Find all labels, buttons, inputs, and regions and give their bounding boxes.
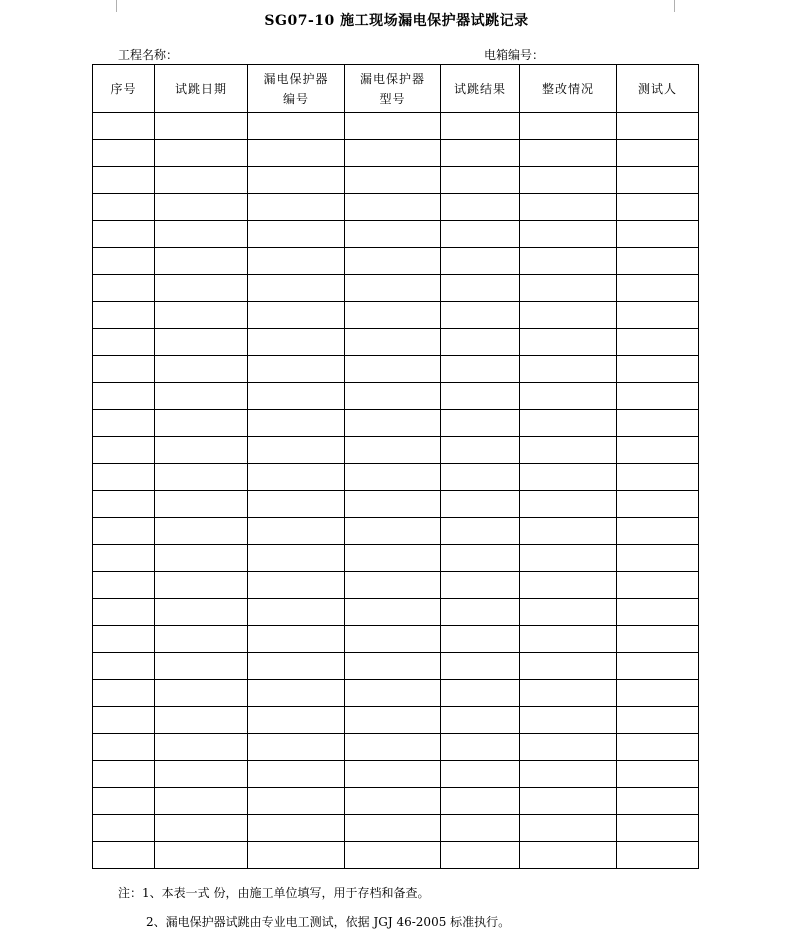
table-cell[interactable] xyxy=(248,221,345,248)
table-cell[interactable] xyxy=(93,788,155,815)
table-cell[interactable] xyxy=(155,140,248,167)
table-cell[interactable] xyxy=(345,356,441,383)
table-cell[interactable] xyxy=(617,788,699,815)
table-cell[interactable] xyxy=(520,248,617,275)
table-row xyxy=(93,572,699,599)
table-cell[interactable] xyxy=(248,707,345,734)
table-row xyxy=(93,410,699,437)
table-cell[interactable] xyxy=(617,707,699,734)
table-cell[interactable] xyxy=(441,383,520,410)
table-cell[interactable] xyxy=(93,572,155,599)
table-cell[interactable] xyxy=(155,842,248,869)
table-row xyxy=(93,275,699,302)
table-cell[interactable] xyxy=(617,545,699,572)
table-cell[interactable] xyxy=(345,734,441,761)
table-cell[interactable] xyxy=(520,815,617,842)
table-cell[interactable] xyxy=(617,518,699,545)
table-cell[interactable] xyxy=(441,221,520,248)
table-cell[interactable] xyxy=(345,302,441,329)
document-title: SG07-10 施工现场漏电保护器试跳记录 xyxy=(264,13,529,29)
table-cell[interactable] xyxy=(345,572,441,599)
table-cell[interactable] xyxy=(617,734,699,761)
table-row xyxy=(93,626,699,653)
footnote-2: 2、漏电保护器试跳由专业电工测试，依据 JGJ 46-2005 标准执行。 xyxy=(146,915,511,929)
table-cell[interactable] xyxy=(248,572,345,599)
table-cell[interactable] xyxy=(345,788,441,815)
table-cell[interactable] xyxy=(345,437,441,464)
table-cell[interactable] xyxy=(345,545,441,572)
table-cell[interactable] xyxy=(155,653,248,680)
table-cell[interactable] xyxy=(248,788,345,815)
table-row xyxy=(93,680,699,707)
table-row xyxy=(93,113,699,140)
table-cell[interactable] xyxy=(345,491,441,518)
table-cell[interactable] xyxy=(617,572,699,599)
table-cell[interactable] xyxy=(441,626,520,653)
table-cell[interactable] xyxy=(155,518,248,545)
table-cell[interactable] xyxy=(93,167,155,194)
table-cell[interactable] xyxy=(155,221,248,248)
table-cell[interactable] xyxy=(617,680,699,707)
footnote-1: 注：1、本表一式 份，由施工单位填写，用于存档和备查。 xyxy=(118,886,430,900)
table-cell[interactable] xyxy=(248,464,345,491)
table-cell[interactable] xyxy=(93,356,155,383)
table-cell[interactable] xyxy=(441,788,520,815)
table-cell[interactable] xyxy=(617,626,699,653)
table-cell[interactable] xyxy=(441,680,520,707)
table-cell[interactable] xyxy=(520,626,617,653)
table-cell[interactable] xyxy=(617,599,699,626)
table-cell[interactable] xyxy=(248,545,345,572)
table-cell[interactable] xyxy=(520,842,617,869)
table-cell[interactable] xyxy=(441,113,520,140)
table-cell[interactable] xyxy=(520,653,617,680)
table-row xyxy=(93,815,699,842)
table-cell[interactable] xyxy=(617,356,699,383)
table-cell[interactable] xyxy=(93,680,155,707)
test-record-table xyxy=(92,64,699,869)
table-cell[interactable] xyxy=(155,167,248,194)
table-row xyxy=(93,383,699,410)
table-cell[interactable] xyxy=(441,464,520,491)
table-cell[interactable] xyxy=(520,167,617,194)
table-cell[interactable] xyxy=(345,626,441,653)
table-cell[interactable] xyxy=(345,761,441,788)
table-cell[interactable] xyxy=(441,842,520,869)
table-cell[interactable] xyxy=(345,707,441,734)
table-cell[interactable] xyxy=(248,248,345,275)
table-cell[interactable] xyxy=(248,167,345,194)
table-cell[interactable] xyxy=(520,707,617,734)
table-cell[interactable] xyxy=(93,194,155,221)
table-cell[interactable] xyxy=(345,680,441,707)
table-cell[interactable] xyxy=(617,383,699,410)
table-cell[interactable] xyxy=(155,383,248,410)
table-cell[interactable] xyxy=(248,761,345,788)
table-cell[interactable] xyxy=(441,248,520,275)
table-cell[interactable] xyxy=(441,437,520,464)
table-cell[interactable] xyxy=(93,113,155,140)
table-cell[interactable] xyxy=(345,113,441,140)
table-cell[interactable] xyxy=(617,815,699,842)
table-cell[interactable] xyxy=(248,356,345,383)
table-cell[interactable] xyxy=(155,356,248,383)
table-cell[interactable] xyxy=(617,167,699,194)
table-cell[interactable] xyxy=(93,410,155,437)
table-cell[interactable] xyxy=(248,275,345,302)
table-cell[interactable] xyxy=(93,707,155,734)
table-cell[interactable] xyxy=(155,410,248,437)
table-cell[interactable] xyxy=(248,491,345,518)
table-cell[interactable] xyxy=(93,761,155,788)
table-row xyxy=(93,248,699,275)
table-row xyxy=(93,518,699,545)
table-cell[interactable] xyxy=(155,113,248,140)
table-cell[interactable] xyxy=(155,815,248,842)
table-cell[interactable] xyxy=(345,194,441,221)
table-cell[interactable] xyxy=(248,437,345,464)
table-cell[interactable] xyxy=(441,140,520,167)
table-cell[interactable] xyxy=(520,464,617,491)
table-cell[interactable] xyxy=(345,518,441,545)
table-cell[interactable] xyxy=(441,410,520,437)
table-row xyxy=(93,329,699,356)
table-cell[interactable] xyxy=(248,329,345,356)
table-cell[interactable] xyxy=(155,248,248,275)
table-cell[interactable] xyxy=(345,248,441,275)
table-cell[interactable] xyxy=(93,653,155,680)
table-row xyxy=(93,140,699,167)
table-cell[interactable] xyxy=(248,599,345,626)
table-cell[interactable] xyxy=(441,491,520,518)
table-cell[interactable] xyxy=(248,842,345,869)
table-cell[interactable] xyxy=(520,761,617,788)
table-cell[interactable] xyxy=(520,491,617,518)
table-cell[interactable] xyxy=(155,464,248,491)
table-row xyxy=(93,788,699,815)
table-cell[interactable] xyxy=(93,248,155,275)
table-cell[interactable] xyxy=(155,545,248,572)
table-cell[interactable] xyxy=(248,518,345,545)
table-cell[interactable] xyxy=(155,788,248,815)
table-cell[interactable] xyxy=(345,599,441,626)
table-cell[interactable] xyxy=(617,140,699,167)
table-cell[interactable] xyxy=(617,302,699,329)
table-cell[interactable] xyxy=(93,329,155,356)
table-cell[interactable] xyxy=(617,113,699,140)
table-cell[interactable] xyxy=(520,437,617,464)
table-cell[interactable] xyxy=(345,383,441,410)
table-cell[interactable] xyxy=(155,761,248,788)
table-cell[interactable] xyxy=(345,221,441,248)
table-cell[interactable] xyxy=(248,113,345,140)
table-cell[interactable] xyxy=(441,302,520,329)
table-cell[interactable] xyxy=(248,383,345,410)
table-cell[interactable] xyxy=(520,113,617,140)
table-cell[interactable] xyxy=(155,437,248,464)
table-cell[interactable] xyxy=(93,599,155,626)
table-cell[interactable] xyxy=(248,626,345,653)
table-cell[interactable] xyxy=(345,815,441,842)
table-cell[interactable] xyxy=(441,815,520,842)
table-cell[interactable] xyxy=(520,329,617,356)
table-cell[interactable] xyxy=(93,140,155,167)
table-cell[interactable] xyxy=(155,734,248,761)
table-cell[interactable] xyxy=(345,653,441,680)
table-cell[interactable] xyxy=(93,437,155,464)
table-cell[interactable] xyxy=(617,194,699,221)
table-row xyxy=(93,464,699,491)
column-header-test-date: 试跳日期 xyxy=(155,65,248,113)
table-cell[interactable] xyxy=(520,221,617,248)
table-cell[interactable] xyxy=(155,491,248,518)
table-cell[interactable] xyxy=(520,194,617,221)
column-header-protector-number: 漏电保护器 编号 xyxy=(248,65,345,113)
table-row xyxy=(93,221,699,248)
table-cell[interactable] xyxy=(248,302,345,329)
table-cell[interactable] xyxy=(617,410,699,437)
table-cell[interactable] xyxy=(520,356,617,383)
table-cell[interactable] xyxy=(520,302,617,329)
table-cell[interactable] xyxy=(345,464,441,491)
table-row xyxy=(93,491,699,518)
table-cell[interactable] xyxy=(617,437,699,464)
table-cell[interactable] xyxy=(345,842,441,869)
table-cell[interactable] xyxy=(345,167,441,194)
table-cell[interactable] xyxy=(345,410,441,437)
table-cell[interactable] xyxy=(93,383,155,410)
table-cell[interactable] xyxy=(520,545,617,572)
table-cell[interactable] xyxy=(617,464,699,491)
table-cell[interactable] xyxy=(617,221,699,248)
table-cell[interactable] xyxy=(93,491,155,518)
table-cell[interactable] xyxy=(441,707,520,734)
table-cell[interactable] xyxy=(441,734,520,761)
table-cell[interactable] xyxy=(155,680,248,707)
table-row xyxy=(93,437,699,464)
table-cell[interactable] xyxy=(441,356,520,383)
table-row xyxy=(93,761,699,788)
table-cell[interactable] xyxy=(155,626,248,653)
table-cell[interactable] xyxy=(155,194,248,221)
electric-box-number-label: 电箱编号： xyxy=(484,48,545,62)
project-name-label: 工程名称： xyxy=(118,48,179,62)
table-cell[interactable] xyxy=(441,545,520,572)
table-cell[interactable] xyxy=(520,572,617,599)
table-cell[interactable] xyxy=(520,518,617,545)
table-cell[interactable] xyxy=(441,653,520,680)
table-cell[interactable] xyxy=(248,815,345,842)
table-cell[interactable] xyxy=(93,815,155,842)
table-cell[interactable] xyxy=(617,653,699,680)
table-row xyxy=(93,356,699,383)
table-cell[interactable] xyxy=(441,167,520,194)
table-cell[interactable] xyxy=(248,680,345,707)
table-row xyxy=(93,302,699,329)
table-cell[interactable] xyxy=(345,275,441,302)
table-cell[interactable] xyxy=(441,329,520,356)
table-cell[interactable] xyxy=(617,329,699,356)
table-cell[interactable] xyxy=(441,194,520,221)
table-cell[interactable] xyxy=(441,599,520,626)
table-cell[interactable] xyxy=(248,194,345,221)
table-cell[interactable] xyxy=(155,599,248,626)
table-cell[interactable] xyxy=(520,680,617,707)
table-cell[interactable] xyxy=(441,572,520,599)
table-cell[interactable] xyxy=(93,302,155,329)
table-cell[interactable] xyxy=(520,140,617,167)
table-cell[interactable] xyxy=(248,653,345,680)
table-cell[interactable] xyxy=(441,761,520,788)
column-header-serial: 序号 xyxy=(93,65,155,113)
table-cell[interactable] xyxy=(93,518,155,545)
table-cell[interactable] xyxy=(93,626,155,653)
table-row xyxy=(93,167,699,194)
table-cell[interactable] xyxy=(617,248,699,275)
table-cell[interactable] xyxy=(93,842,155,869)
table-cell[interactable] xyxy=(155,572,248,599)
table-cell[interactable] xyxy=(155,329,248,356)
table-cell[interactable] xyxy=(617,491,699,518)
table-cell[interactable] xyxy=(520,410,617,437)
table-header-row xyxy=(93,65,699,113)
table-cell[interactable] xyxy=(93,275,155,302)
column-header-tester: 测试人 xyxy=(617,65,699,113)
table-cell[interactable] xyxy=(93,464,155,491)
table-cell[interactable] xyxy=(155,302,248,329)
table-row xyxy=(93,599,699,626)
table-cell[interactable] xyxy=(617,275,699,302)
table-cell[interactable] xyxy=(520,734,617,761)
table-row xyxy=(93,653,699,680)
table-row xyxy=(93,194,699,221)
table-cell[interactable] xyxy=(248,140,345,167)
column-header-rectification: 整改情况 xyxy=(520,65,617,113)
table-cell[interactable] xyxy=(520,383,617,410)
table-cell[interactable] xyxy=(93,545,155,572)
table-cell[interactable] xyxy=(617,761,699,788)
table-row xyxy=(93,545,699,572)
table-body xyxy=(93,113,699,869)
table-row xyxy=(93,707,699,734)
table-cell[interactable] xyxy=(520,275,617,302)
table-cell[interactable] xyxy=(155,275,248,302)
table-cell[interactable] xyxy=(441,518,520,545)
table-row xyxy=(93,734,699,761)
table-cell[interactable] xyxy=(155,707,248,734)
column-header-protector-model: 漏电保护器 型号 xyxy=(345,65,441,113)
table-cell[interactable] xyxy=(520,599,617,626)
table-cell[interactable] xyxy=(93,734,155,761)
table-cell[interactable] xyxy=(617,842,699,869)
table-cell[interactable] xyxy=(345,329,441,356)
table-cell[interactable] xyxy=(248,734,345,761)
table-cell[interactable] xyxy=(345,140,441,167)
table-cell[interactable] xyxy=(93,221,155,248)
table-cell[interactable] xyxy=(520,788,617,815)
column-header-test-result: 试跳结果 xyxy=(441,65,520,113)
table-row xyxy=(93,842,699,869)
table-cell[interactable] xyxy=(441,275,520,302)
table-cell[interactable] xyxy=(248,410,345,437)
